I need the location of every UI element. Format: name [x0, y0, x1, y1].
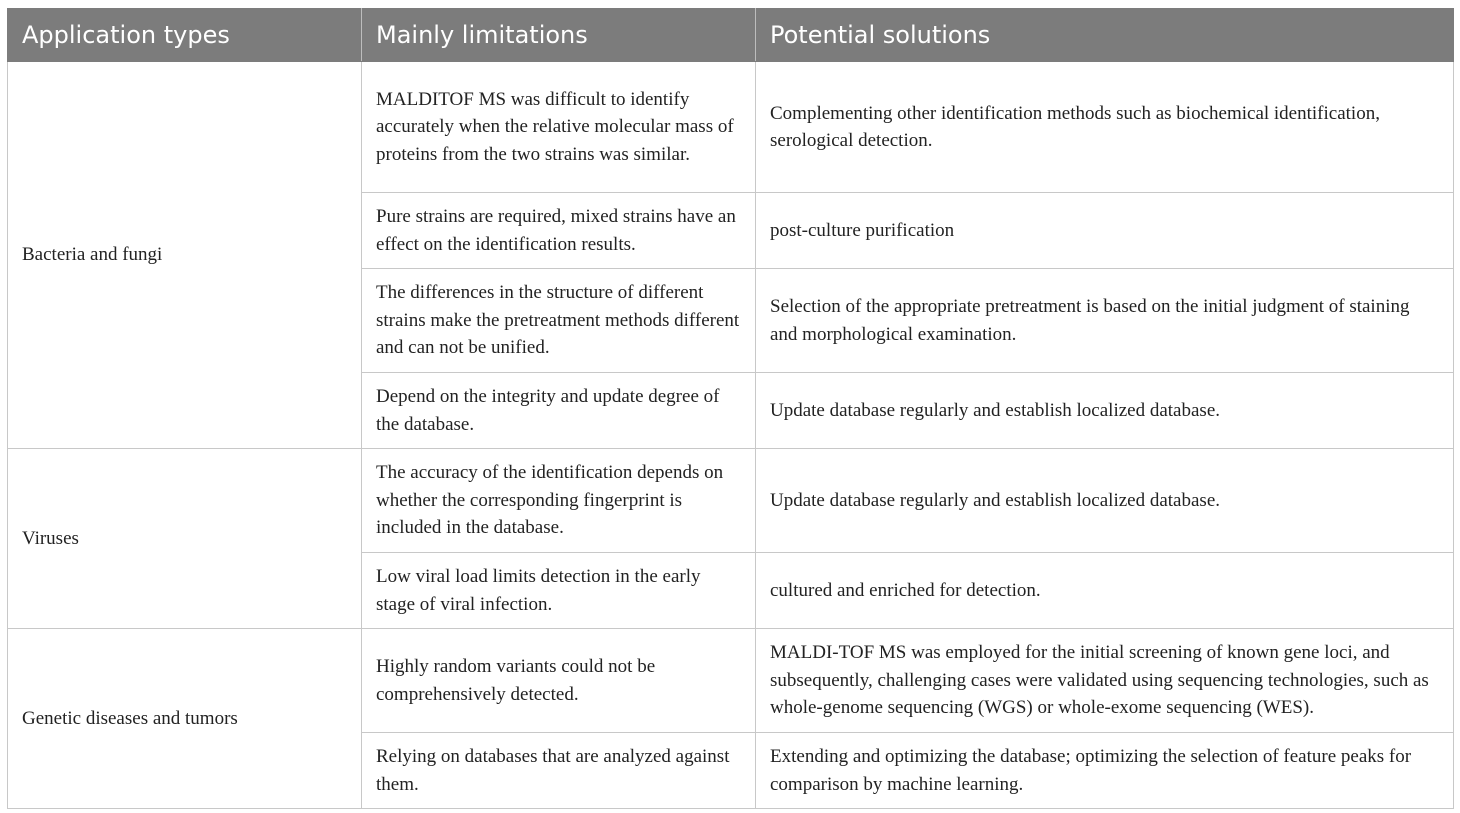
header-potential-solutions: Potential solutions	[756, 9, 1454, 62]
limitation-cell: Pure strains are required, mixed strains have an effect on the identification results.	[362, 193, 756, 269]
header-application-types: Application types	[8, 9, 362, 62]
header-row	[8, 9, 1454, 62]
limitation-cell: The accuracy of the identification depends on whether the corresponding fingerprint is included in the database.	[362, 449, 756, 553]
limitation-cell: Depend on the integrity and update degree of the database.	[362, 373, 756, 449]
application-type-cell: Genetic diseases and tumors	[8, 629, 362, 809]
solution-cell: Extending and optimizing the database; optimizing the selection of feature peaks for comparison by machine learning.	[756, 733, 1454, 809]
limitations-table	[7, 8, 1454, 809]
table-row	[8, 449, 1454, 553]
solution-cell: cultured and enriched for detection.	[756, 553, 1454, 629]
table-row	[8, 629, 1454, 733]
limitation-cell: MALDITOF MS was difficult to identify accurately when the relative molecular mass of proteins from the two strains was similar.	[362, 62, 756, 193]
solution-cell: Update database regularly and establish localized database.	[756, 373, 1454, 449]
table-row	[8, 62, 1454, 193]
limitation-cell: Low viral load limits detection in the early stage of viral infection.	[362, 553, 756, 629]
solution-cell: Update database regularly and establish localized database.	[756, 449, 1454, 553]
application-type-cell: Bacteria and fungi	[8, 62, 362, 449]
limitation-cell: The differences in the structure of different strains make the pretreatment methods different and can not be unified.	[362, 269, 756, 373]
table-header	[8, 9, 1454, 62]
application-type-cell: Viruses	[8, 449, 362, 629]
solution-cell: Selection of the appropriate pretreatment is based on the initial judgment of staining and morphological examination.	[756, 269, 1454, 373]
limitation-cell: Highly random variants could not be comprehensively detected.	[362, 629, 756, 733]
table-body	[8, 62, 1454, 809]
solution-cell: MALDI-TOF MS was employed for the initial screening of known gene loci, and subsequently, challenging cases were validated using sequencing technologies, such as whole-genome sequencing (WGS) or whole-exome sequencing (WES).	[756, 629, 1454, 733]
solution-cell: post-culture purification	[756, 193, 1454, 269]
header-mainly-limitations: Mainly limitations	[362, 9, 756, 62]
limitation-cell: Relying on databases that are analyzed against them.	[362, 733, 756, 809]
solution-cell: Complementing other identification methods such as biochemical identification, serological detection.	[756, 62, 1454, 193]
